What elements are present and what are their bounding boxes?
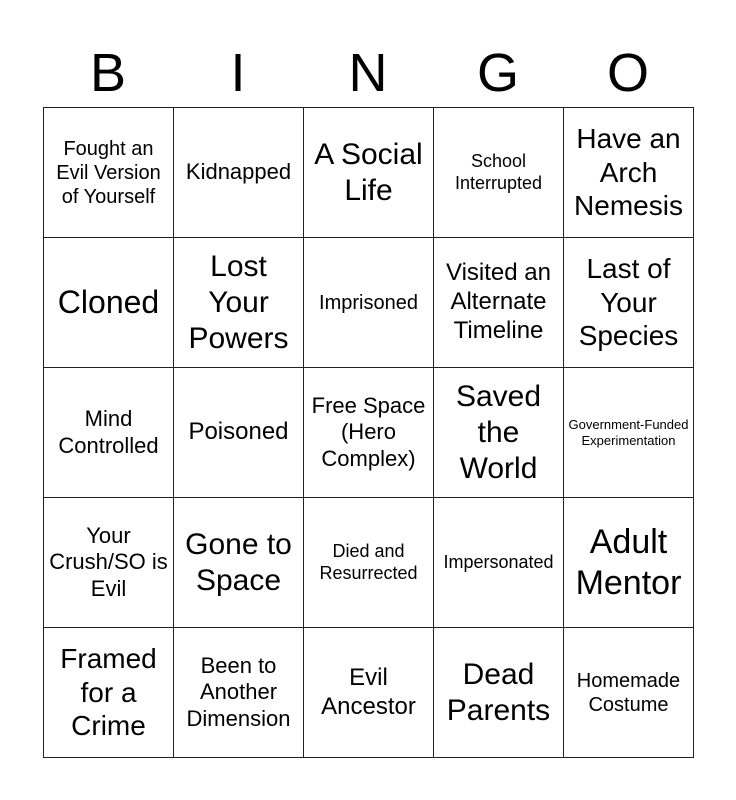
bingo-cell[interactable]: Dead Parents (434, 628, 564, 758)
bingo-cell[interactable]: Impersonated (434, 498, 564, 628)
bingo-cell[interactable]: Government-Funded Experimentation (564, 368, 694, 498)
bingo-cell[interactable]: Saved the World (434, 368, 564, 498)
bingo-cell[interactable]: Framed for a Crime (44, 628, 174, 758)
free-space-cell[interactable]: Free Space (Hero Complex) (304, 368, 434, 498)
bingo-cell[interactable]: Died and Resurrected (304, 498, 434, 628)
board-row (44, 108, 694, 238)
board-row (44, 628, 694, 758)
bingo-cell[interactable]: Been to Another Dimension (174, 628, 304, 758)
bingo-cell[interactable]: Kidnapped (174, 108, 304, 238)
bingo-cell[interactable]: Lost Your Powers (174, 238, 304, 368)
board-row (44, 238, 694, 368)
bingo-cell[interactable]: Mind Controlled (44, 368, 174, 498)
header-letter-i: I (230, 43, 246, 103)
bingo-cell[interactable]: Imprisoned (304, 238, 434, 368)
bingo-cell[interactable]: Have an Arch Nemesis (564, 108, 694, 238)
bingo-cell[interactable]: Poisoned (174, 368, 304, 498)
header-letter-n: N (348, 43, 388, 103)
bingo-cell[interactable]: Visited an Alternate Timeline (434, 238, 564, 368)
bingo-cell[interactable]: Fought an Evil Version of Yourself (44, 108, 174, 238)
header-letter-o: O (606, 43, 649, 103)
bingo-cell[interactable]: Gone to Space (174, 498, 304, 628)
bingo-cell[interactable]: A Social Life (304, 108, 434, 238)
header-letter-b: B (89, 43, 127, 103)
board-row (44, 368, 694, 498)
bingo-board (43, 107, 694, 758)
header-letter-g: G (476, 43, 519, 103)
bingo-cell[interactable]: School Interrupted (434, 108, 564, 238)
bingo-cell[interactable]: Evil Ancestor (304, 628, 434, 758)
board-row (44, 498, 694, 628)
bingo-header (43, 40, 693, 106)
bingo-cell[interactable]: Cloned (44, 238, 174, 368)
bingo-cell[interactable]: Adult Mentor (564, 498, 694, 628)
bingo-cell[interactable]: Your Crush/SO is Evil (44, 498, 174, 628)
bingo-cell[interactable]: Homemade Costume (564, 628, 694, 758)
bingo-cell[interactable]: Last of Your Species (564, 238, 694, 368)
